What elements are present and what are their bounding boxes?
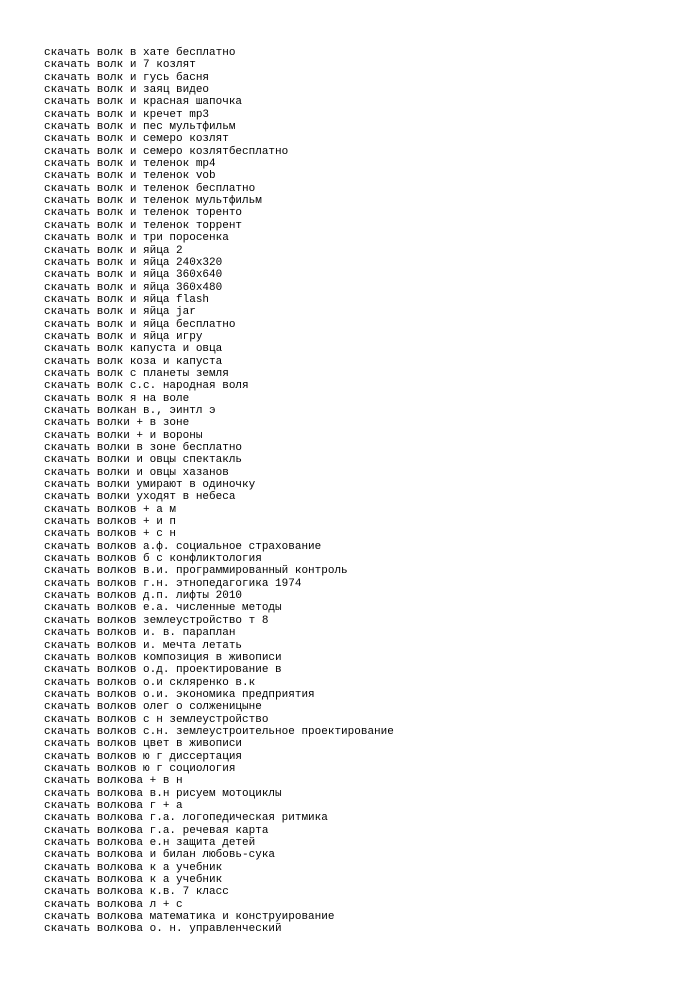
text-line: скачать волкова к.в. 7 класс [44,886,229,899]
text-line: скачать волк и яйца 360x640 [44,269,223,282]
text-line: скачать волкова л + с [44,898,183,911]
text-line: скачать волк и теленок мультфильм [44,195,262,208]
text-line: скачать волк я на воле [44,392,190,405]
text-line: скачать волк и кречет mp3 [44,108,210,121]
text-line: скачать волки и овцы хазанов [44,466,229,479]
text-line: скачать волк в хате бесплатно [44,47,236,59]
text-line: скачать волк и теленок mp4 [44,158,216,171]
text-line: скачать волк и теленок торрент [44,219,243,232]
text-line: скачать волк с.с. народная воля [44,380,249,393]
text-line: скачать волк с планеты земля [44,367,229,380]
text-line: скачать волк капуста и овца [44,343,223,356]
text-line: скачать волков цвет в живописи [44,738,243,751]
text-line: скачать волкова г + а [44,799,183,812]
text-line: скачать волков е.а. численные методы [44,602,282,615]
text-line: скачать волк и яйца flash [44,293,210,306]
text-line: скачать волкова г.а. логопедическая ритмика [44,812,328,825]
text-line: скачать волк и теленок бесплатно [44,182,256,195]
text-line: скачать волк и яйца 240x320 [44,256,223,269]
text-line: скачать волкан в., эинтл э [44,404,216,417]
text-line: скачать волк и 7 козлят [44,59,196,72]
text-lines [44,47,394,936]
text-line: скачать волк и семеро козлятбесплатно [44,145,289,158]
text-line: скачать волки + в зоне [44,417,190,430]
text-line: скачать волкова е.н защита детей [44,837,256,849]
text-line: скачать волк и красная шапочка [44,96,243,109]
text-line: скачать волк и семеро козлят [44,133,229,146]
text-line: скачать волки и овцы спектакль [44,454,243,467]
text-line: скачать волк и яйца 360x480 [44,281,223,294]
text-line: скачать волков д.п. лифты 2010 [44,590,243,603]
text-line: скачать волк и яйца игру [44,330,203,343]
text-line: скачать волк коза и капуста [44,355,223,368]
text-line: скачать волков композиция в живописи [44,651,282,664]
text-line: скачать волкова в.н рисуем мотоциклы [44,787,282,800]
text-line: скачать волков землеустройство т 8 [44,614,269,627]
text-line: скачать волк и гусь басня [44,71,210,84]
text-line: скачать волков о.и скляренко в.к [44,676,256,689]
text-line: скачать волкова и билан любовь-сука [44,849,276,862]
text-line: скачать волк и теленок торенто [44,207,243,220]
text-line: скачать волков б с конфликтология [44,553,262,566]
text-line: скачать волков олег о солженицыне [44,701,262,714]
text-line: скачать волки + и вороны [44,429,203,442]
text-line: скачать волков ю г социология [44,762,236,775]
text-line: скачать волков о.и. экономика предприятия [44,688,315,701]
text-line: скачать волк и яйца jar [44,306,196,319]
text-line: скачать волков и. в. параплан [44,627,236,640]
text-line: скачать волк и яйца бесплатно [44,318,236,331]
text-line: скачать волк и заяц видео [44,84,210,97]
text-line: скачать волки уходят в небеса [44,491,236,504]
text-line: скачать волков ю г диссертация [44,750,243,763]
text-line: скачать волков + и п [44,516,177,529]
text-line: скачать волков г.н. этнопедагогика 1974 [44,577,302,590]
text-line: скачать волки умирают в одиночку [44,479,256,492]
text-line: скачать волкова о. н. управленческий [44,923,282,936]
text-line: скачать волков с.н. землеустроительное проектирование [44,725,394,738]
text-line: скачать волк и пес мультфильм [44,121,236,134]
text-line: скачать волков + а м [44,503,177,516]
text-line: скачать волков о.д. проектирование в [44,664,282,677]
text-line: скачать волкова математика и конструирование [44,911,335,924]
text-line: скачать волк и три поросенка [44,232,229,245]
text-line: скачать волков а.ф. социальное страхование [44,540,322,553]
text-line: скачать волков в.и. программированный контроль [44,565,348,578]
text-line: скачать волкова + в н [44,775,183,788]
text-line: скачать волк и теленок vob [44,170,216,183]
text-line: скачать волкова г.а. речевая карта [44,824,269,837]
text-line: скачать волк и яйца 2 [44,244,183,257]
text-line: скачать волков и. мечта летать [44,639,243,652]
text-line: скачать волков + с н [44,528,177,541]
text-line: скачать волков с н землеустройство [44,713,269,726]
text-line: скачать волкова к а учебник [44,861,223,874]
text-line: скачать волкова к а учебник [44,874,223,887]
text-line: скачать волки в зоне бесплатно [44,442,243,454]
